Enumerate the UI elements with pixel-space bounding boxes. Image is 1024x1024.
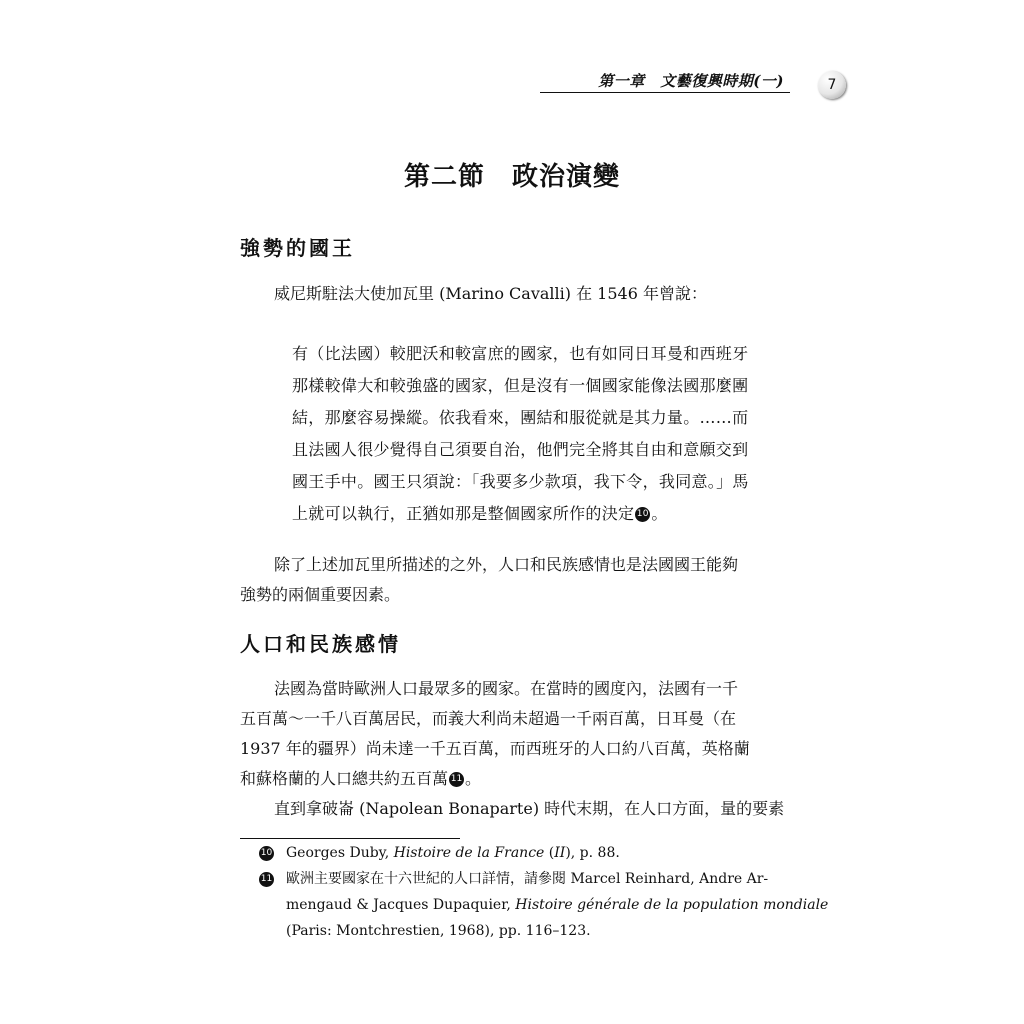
page-number: 7 [818,71,846,99]
quote-line: 那樣較偉大和較強盛的國家，但是沒有一個國家能像法國那麼團 [292,376,749,395]
intro-line: 威尼斯駐法大使加瓦里 (Marino Cavalli) 在 1546 年曾說： [274,284,707,303]
population-end-punct: 。 [465,769,482,788]
quote-last-line [292,498,792,530]
population-line: 五百萬～一千八百萬居民，而義大利尚未超過一千兩百萬，日耳曼（在 [240,709,737,728]
footnote-number-10: 10 [259,846,274,861]
block-quote [292,338,792,530]
conclusion-paragraph [240,550,790,610]
population-line-text: 和蘇格蘭的人口總共約五百萬 [240,769,449,788]
conclusion-line: 強勢的兩個重要因素。 [240,585,401,604]
quote-line-text: 上就可以執行，正猶如那是整個國家所作的決定 [292,504,635,523]
footnote-number-11: 11 [259,872,274,887]
section-title: 第二節 政治演變 [403,162,620,192]
population-line: 法國為當時歐洲人口最眾多的國家。在當時的國度內，法國有一千 [274,679,739,698]
footnote-divider [240,838,460,839]
footnote-10 [258,840,790,866]
footnote-10-title: Histoire de la France [393,845,545,861]
footnote-11-line1: 歐洲主要國家在十六世紀的人口詳情，請參閱 Marcel Reinhard, Andre Ar- [286,871,769,887]
footnote-ref-10[interactable]: 10 [635,507,650,522]
subsection-heading-population: 人口和民族感情 [240,632,401,656]
running-head: 第一章 文藝復興時期(一) [598,72,784,90]
quote-line: 且法國人很少覺得自己須要自治，他們完全將其自由和意願交到 [292,440,749,459]
population-last-line [240,764,790,794]
quote-end-punct: 。 [651,504,668,523]
footnote-ref-11[interactable]: 11 [449,772,464,787]
footnote-11 [258,866,829,944]
subsection-heading-strong-king: 強勢的國王 [240,236,355,260]
population-line: 1937 年的疆界）尚未達一千五百萬，而西班牙的人口約八百萬，英格蘭 [240,739,750,758]
footnote-10-mid: ( [544,845,555,861]
quote-line: 結，那麼容易操縱。依我看來，團結和服從就是其力量。……而 [292,408,749,427]
napoleon-line: 直到拿破崙 (Napolean Bonaparte) 時代末期，在人口方面，量的要素 [274,799,785,818]
footnote-11-line3: (Paris: Montchrestien, 1968), pp. 116–123. [286,923,591,939]
conclusion-line: 除了上述加瓦里所描述的之外，人口和民族感情也是法國國王能夠 [274,555,739,574]
intro-paragraph [240,279,790,309]
footnote-10-rest: ), p. 88. [565,845,620,861]
footnote-11-title: Histoire générale de la population mondiale [515,897,829,913]
footnote-11-authors: mengaud & Jacques Dupaquier, [286,897,516,913]
footnote-10-text [286,840,790,866]
footnote-11-line2 [286,892,829,918]
footnote-10-author: Georges Duby, [286,845,394,861]
footnote-10-volume: II [554,845,566,861]
quote-line: 有（比法國）較肥沃和較富庶的國家，也有如同日耳曼和西班牙 [292,344,749,363]
footnotes [258,840,829,944]
quote-line: 國王手中。國王只須說：「我要多少款項，我下令，我同意。」馬 [292,472,749,491]
page-header [540,62,790,93]
population-paragraph [240,674,790,824]
